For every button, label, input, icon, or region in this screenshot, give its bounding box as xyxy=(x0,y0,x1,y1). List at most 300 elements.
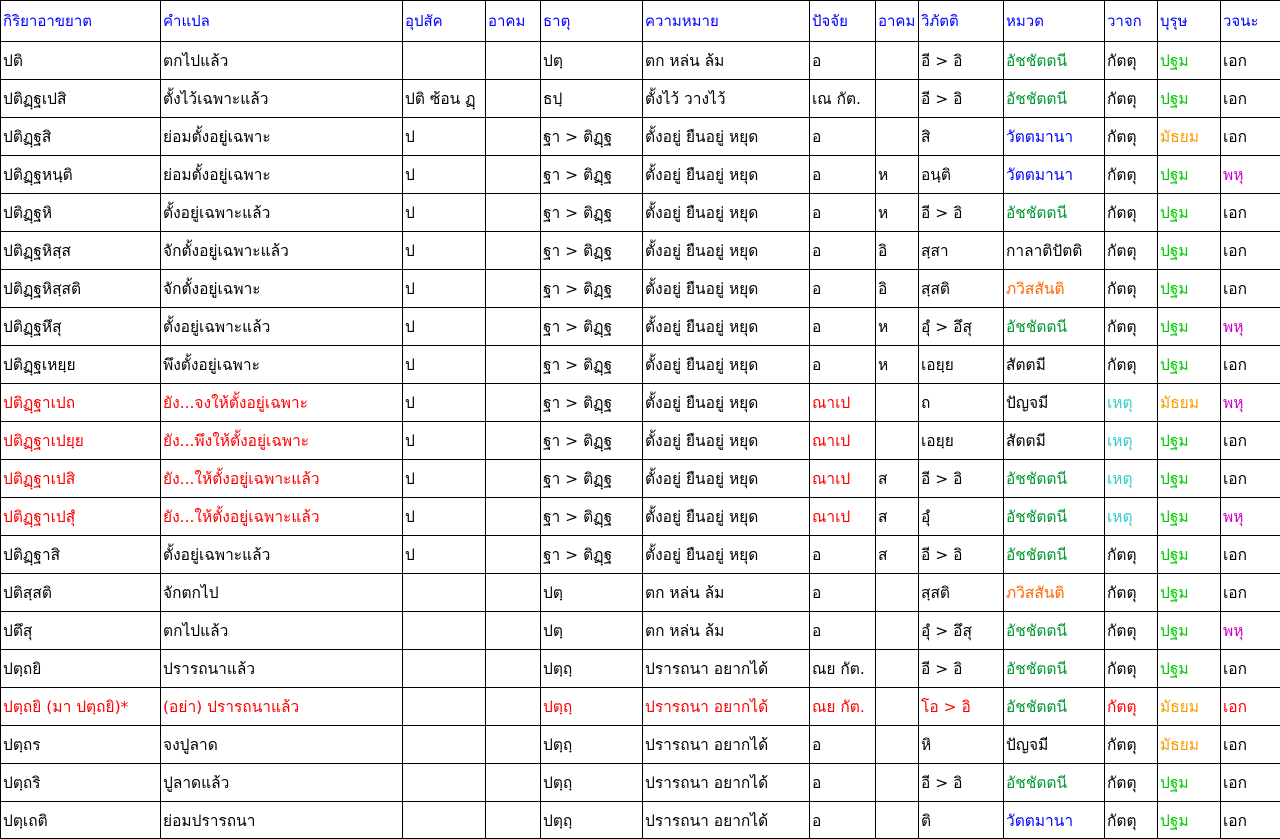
number-cell: เอก xyxy=(1221,232,1280,270)
translation-cell: จักตั้งอยู่เฉพาะ xyxy=(161,270,403,308)
prefix-cell: ปติ ซ้อน ฏฺ xyxy=(403,80,486,118)
suffix-cell: ณาเป xyxy=(810,384,876,422)
ending-cell: อุํ xyxy=(919,498,1004,536)
prefix-cell xyxy=(403,764,486,802)
augment2-cell: ห xyxy=(876,156,919,194)
root-cell: ฐา > ติฏฺฐ xyxy=(541,346,643,384)
group-cell: อัชชัตตนี xyxy=(1004,42,1105,80)
prefix-cell: ป xyxy=(403,460,486,498)
suffix-cell: ณย กัต. xyxy=(810,688,876,726)
group-cell: สัตตมี xyxy=(1004,346,1105,384)
augment2-cell: อิ xyxy=(876,270,919,308)
table-row xyxy=(1,764,1280,802)
group-cell: สัตตมี xyxy=(1004,422,1105,460)
ending-cell: สฺสติ xyxy=(919,270,1004,308)
verb-cell: ปตฺถยิ xyxy=(1,650,161,688)
header-row xyxy=(1,1,1280,42)
group-cell: ภวิสสันติ xyxy=(1004,574,1105,612)
group-cell: ภวิสสันติ xyxy=(1004,270,1105,308)
augment2-cell xyxy=(876,802,919,839)
table-row xyxy=(1,802,1280,839)
table-row xyxy=(1,308,1280,346)
column-header-meaning: ความหมาย xyxy=(643,1,810,42)
root-cell: ฐา > ติฏฺฐ xyxy=(541,194,643,232)
root-cell: ปตฺถฺ xyxy=(541,802,643,839)
augment-cell xyxy=(486,422,541,460)
person-cell: ปฐม xyxy=(1158,612,1221,650)
verb-cell: ปติฏฺฐาสิ xyxy=(1,536,161,574)
ending-cell: อี > อิ xyxy=(919,42,1004,80)
meaning-cell: ตั้งอยู่ ยืนอยู่ หยุด xyxy=(643,346,810,384)
prefix-cell: ป xyxy=(403,384,486,422)
suffix-cell: อ xyxy=(810,156,876,194)
verb-cell: ปติฏฺฐสิ xyxy=(1,118,161,156)
augment2-cell: ห xyxy=(876,194,919,232)
verb-cell: ปติฏฺฐหิสฺสติ xyxy=(1,270,161,308)
person-cell: ปฐม xyxy=(1158,764,1221,802)
number-cell: เอก xyxy=(1221,536,1280,574)
ending-cell: ติ xyxy=(919,802,1004,839)
translation-cell: พึงตั้งอยู่เฉพาะ xyxy=(161,346,403,384)
voice-cell: กัตตุ xyxy=(1105,118,1158,156)
translation-cell: ยัง...จงให้ตั้งอยู่เฉพาะ xyxy=(161,384,403,422)
voice-cell: กัตตุ xyxy=(1105,764,1158,802)
translation-cell: ยัง...พึงให้ตั้งอยู่เฉพาะ xyxy=(161,422,403,460)
table-row xyxy=(1,422,1280,460)
augment-cell xyxy=(486,726,541,764)
table-body xyxy=(1,42,1280,839)
augment-cell xyxy=(486,536,541,574)
verb-cell: ปติฏฺฐาเปยฺย xyxy=(1,422,161,460)
ending-cell: อี > อิ xyxy=(919,460,1004,498)
number-cell: เอก xyxy=(1221,688,1280,726)
table-row xyxy=(1,346,1280,384)
number-cell: เอก xyxy=(1221,346,1280,384)
verb-cell: ปติฏฺฐหึสุ xyxy=(1,308,161,346)
voice-cell: กัตตุ xyxy=(1105,536,1158,574)
ending-cell: อี > อิ xyxy=(919,536,1004,574)
number-cell: พหุ xyxy=(1221,498,1280,536)
augment-cell xyxy=(486,308,541,346)
suffix-cell: อ xyxy=(810,308,876,346)
table-row xyxy=(1,536,1280,574)
root-cell: ฐา > ติฏฺฐ xyxy=(541,118,643,156)
number-cell: เอก xyxy=(1221,650,1280,688)
ending-cell: อี > อิ xyxy=(919,650,1004,688)
number-cell: เอก xyxy=(1221,270,1280,308)
number-cell: เอก xyxy=(1221,80,1280,118)
meaning-cell: ตั้งอยู่ ยืนอยู่ หยุด xyxy=(643,118,810,156)
verb-cell: ปตึสุ xyxy=(1,612,161,650)
suffix-cell: อ xyxy=(810,232,876,270)
root-cell: ฐา > ติฏฺฐ xyxy=(541,536,643,574)
augment-cell xyxy=(486,80,541,118)
voice-cell: กัตตุ xyxy=(1105,726,1158,764)
person-cell: ปฐม xyxy=(1158,650,1221,688)
table-row xyxy=(1,612,1280,650)
meaning-cell: ตก หล่น ล้ม xyxy=(643,612,810,650)
translation-cell: ยัง...ให้ตั้งอยู่เฉพาะแล้ว xyxy=(161,498,403,536)
root-cell: ฐา > ติฏฺฐ xyxy=(541,270,643,308)
prefix-cell xyxy=(403,42,486,80)
table-row xyxy=(1,574,1280,612)
ending-cell: อุํ > อึสุ xyxy=(919,308,1004,346)
root-cell: ปตฺถฺ xyxy=(541,764,643,802)
table-row xyxy=(1,156,1280,194)
augment2-cell: ห xyxy=(876,346,919,384)
verb-cell: ปติฏฺฐาเปสิ xyxy=(1,460,161,498)
verb-cell: ปตฺเถติ xyxy=(1,802,161,839)
voice-cell: กัตตุ xyxy=(1105,650,1158,688)
meaning-cell: ตั้งอยู่ ยืนอยู่ หยุด xyxy=(643,536,810,574)
root-cell: ฐา > ติฏฺฐ xyxy=(541,156,643,194)
augment2-cell: ห xyxy=(876,308,919,346)
person-cell: ปฐม xyxy=(1158,80,1221,118)
augment2-cell xyxy=(876,422,919,460)
meaning-cell: ตั้งไว้ วางไว้ xyxy=(643,80,810,118)
number-cell: เอก xyxy=(1221,42,1280,80)
person-cell: มัธยม xyxy=(1158,688,1221,726)
group-cell: ปัญจมี xyxy=(1004,384,1105,422)
group-cell: อัชชัตตนี xyxy=(1004,650,1105,688)
prefix-cell xyxy=(403,726,486,764)
number-cell: เอก xyxy=(1221,422,1280,460)
person-cell: มัธยม xyxy=(1158,118,1221,156)
augment2-cell xyxy=(876,764,919,802)
meaning-cell: ตั้งอยู่ ยืนอยู่ หยุด xyxy=(643,422,810,460)
column-header-augment2: อาคม xyxy=(876,1,919,42)
prefix-cell: ป xyxy=(403,270,486,308)
meaning-cell: ตก หล่น ล้ม xyxy=(643,42,810,80)
suffix-cell: ณย กัต. xyxy=(810,650,876,688)
augment-cell xyxy=(486,612,541,650)
prefix-cell xyxy=(403,650,486,688)
suffix-cell: ณาเป xyxy=(810,422,876,460)
ending-cell: อี > อิ xyxy=(919,194,1004,232)
table-row xyxy=(1,80,1280,118)
person-cell: ปฐม xyxy=(1158,42,1221,80)
voice-cell: กัตตุ xyxy=(1105,346,1158,384)
verb-cell: ปติ xyxy=(1,42,161,80)
root-cell: ฐา > ติฏฺฐ xyxy=(541,422,643,460)
suffix-cell: อ xyxy=(810,42,876,80)
person-cell: ปฐม xyxy=(1158,460,1221,498)
verb-cell: ปติฏฺฐหิ xyxy=(1,194,161,232)
verb-cell: ปติฏฺฐเปสิ xyxy=(1,80,161,118)
root-cell: ปตฺ xyxy=(541,574,643,612)
ending-cell: อนฺติ xyxy=(919,156,1004,194)
ending-cell: สิ xyxy=(919,118,1004,156)
number-cell: เอก xyxy=(1221,726,1280,764)
augment-cell xyxy=(486,688,541,726)
verb-cell: ปติฏฺฐาเปถ xyxy=(1,384,161,422)
prefix-cell: ป xyxy=(403,308,486,346)
voice-cell: กัตตุ xyxy=(1105,80,1158,118)
verb-cell: ปติฏฺฐาเปสุํ xyxy=(1,498,161,536)
meaning-cell: ตั้งอยู่ ยืนอยู่ หยุด xyxy=(643,384,810,422)
root-cell: ฐา > ติฏฺฐ xyxy=(541,384,643,422)
number-cell: พหุ xyxy=(1221,308,1280,346)
group-cell: อัชชัตตนี xyxy=(1004,308,1105,346)
column-header-number: วจนะ xyxy=(1221,1,1280,42)
person-cell: ปฐม xyxy=(1158,194,1221,232)
prefix-cell xyxy=(403,574,486,612)
group-cell: อัชชัตตนี xyxy=(1004,194,1105,232)
translation-cell: ปรารถนาแล้ว xyxy=(161,650,403,688)
person-cell: ปฐม xyxy=(1158,574,1221,612)
translation-cell: ย่อมปรารถนา xyxy=(161,802,403,839)
verb-cell: ปติฏฺฐหนฺติ xyxy=(1,156,161,194)
root-cell: ธปฺ xyxy=(541,80,643,118)
root-cell: ฐา > ติฏฺฐ xyxy=(541,460,643,498)
voice-cell: กัตตุ xyxy=(1105,270,1158,308)
suffix-cell: เณ กัต. xyxy=(810,80,876,118)
group-cell: วัตตมานา xyxy=(1004,156,1105,194)
person-cell: ปฐม xyxy=(1158,346,1221,384)
suffix-cell: อ xyxy=(810,764,876,802)
table-row xyxy=(1,42,1280,80)
ending-cell: โอ > อิ xyxy=(919,688,1004,726)
person-cell: ปฐม xyxy=(1158,232,1221,270)
augment2-cell: ส xyxy=(876,536,919,574)
table-row xyxy=(1,688,1280,726)
augment2-cell: ส xyxy=(876,498,919,536)
number-cell: เอก xyxy=(1221,574,1280,612)
root-cell: ฐา > ติฏฺฐ xyxy=(541,232,643,270)
number-cell: เอก xyxy=(1221,194,1280,232)
meaning-cell: ปรารถนา อยากได้ xyxy=(643,764,810,802)
table-row xyxy=(1,460,1280,498)
prefix-cell: ป xyxy=(403,232,486,270)
suffix-cell: อ xyxy=(810,802,876,839)
translation-cell: (อย่า) ปรารถนาแล้ว xyxy=(161,688,403,726)
table-row xyxy=(1,498,1280,536)
suffix-cell: อ xyxy=(810,118,876,156)
person-cell: มัธยม xyxy=(1158,726,1221,764)
meaning-cell: ปรารถนา อยากได้ xyxy=(643,726,810,764)
root-cell: ปตฺ xyxy=(541,42,643,80)
group-cell: อัชชัตตนี xyxy=(1004,80,1105,118)
voice-cell: กัตตุ xyxy=(1105,232,1158,270)
number-cell: พหุ xyxy=(1221,612,1280,650)
table-row xyxy=(1,194,1280,232)
group-cell: วัตตมานา xyxy=(1004,802,1105,839)
augment-cell xyxy=(486,232,541,270)
translation-cell: จักตั้งอยู่เฉพาะแล้ว xyxy=(161,232,403,270)
ending-cell: หิ xyxy=(919,726,1004,764)
voice-cell: กัตตุ xyxy=(1105,802,1158,839)
translation-cell: ตั้งอยู่เฉพาะแล้ว xyxy=(161,536,403,574)
translation-cell: ย่อมตั้งอยู่เฉพาะ xyxy=(161,156,403,194)
group-cell: อัชชัตตนี xyxy=(1004,460,1105,498)
person-cell: ปฐม xyxy=(1158,422,1221,460)
ending-cell: ถ xyxy=(919,384,1004,422)
augment-cell xyxy=(486,650,541,688)
number-cell: เอก xyxy=(1221,118,1280,156)
column-header-voice: วาจก xyxy=(1105,1,1158,42)
augment2-cell xyxy=(876,80,919,118)
translation-cell: ปูลาดแล้ว xyxy=(161,764,403,802)
meaning-cell: ปรารถนา อยากได้ xyxy=(643,688,810,726)
person-cell: มัธยม xyxy=(1158,384,1221,422)
prefix-cell xyxy=(403,612,486,650)
table-header xyxy=(1,1,1280,42)
meaning-cell: ตั้งอยู่ ยืนอยู่ หยุด xyxy=(643,194,810,232)
augment-cell xyxy=(486,460,541,498)
root-cell: ปตฺถฺ xyxy=(541,688,643,726)
translation-cell: ตกไปแล้ว xyxy=(161,42,403,80)
translation-cell: ตั้งอยู่เฉพาะแล้ว xyxy=(161,308,403,346)
table-row xyxy=(1,270,1280,308)
number-cell: พหุ xyxy=(1221,384,1280,422)
table-row xyxy=(1,726,1280,764)
group-cell: อัชชัตตนี xyxy=(1004,498,1105,536)
meaning-cell: ปรารถนา อยากได้ xyxy=(643,802,810,839)
person-cell: ปฐม xyxy=(1158,270,1221,308)
voice-cell: กัตตุ xyxy=(1105,688,1158,726)
prefix-cell: ป xyxy=(403,346,486,384)
prefix-cell: ป xyxy=(403,118,486,156)
voice-cell: กัตตุ xyxy=(1105,308,1158,346)
voice-cell: เหตุ xyxy=(1105,384,1158,422)
ending-cell: สฺสติ xyxy=(919,574,1004,612)
suffix-cell: อ xyxy=(810,194,876,232)
suffix-cell: อ xyxy=(810,270,876,308)
augment-cell xyxy=(486,802,541,839)
augment2-cell xyxy=(876,574,919,612)
group-cell: อัชชัตตนี xyxy=(1004,764,1105,802)
verb-cell: ปตฺถริ xyxy=(1,764,161,802)
table-row xyxy=(1,118,1280,156)
column-header-ending: วิภัตติ xyxy=(919,1,1004,42)
root-cell: ปตฺ xyxy=(541,612,643,650)
root-cell: ฐา > ติฏฺฐ xyxy=(541,308,643,346)
verb-cell: ปติสฺสติ xyxy=(1,574,161,612)
voice-cell: กัตตุ xyxy=(1105,42,1158,80)
suffix-cell: อ xyxy=(810,726,876,764)
column-header-prefix: อุปสัค xyxy=(403,1,486,42)
augment-cell xyxy=(486,764,541,802)
group-cell: อัชชัตตนี xyxy=(1004,612,1105,650)
column-header-suffix: ปัจจัย xyxy=(810,1,876,42)
number-cell: เอก xyxy=(1221,764,1280,802)
voice-cell: เหตุ xyxy=(1105,422,1158,460)
translation-cell: ย่อมตั้งอยู่เฉพาะ xyxy=(161,118,403,156)
translation-cell: ตั้งไว้เฉพาะแล้ว xyxy=(161,80,403,118)
prefix-cell: ป xyxy=(403,536,486,574)
meaning-cell: ตั้งอยู่ ยืนอยู่ หยุด xyxy=(643,498,810,536)
prefix-cell: ป xyxy=(403,422,486,460)
root-cell: ปตฺถฺ xyxy=(541,650,643,688)
translation-cell: ตกไปแล้ว xyxy=(161,612,403,650)
translation-cell: จงปูลาด xyxy=(161,726,403,764)
augment2-cell xyxy=(876,612,919,650)
augment2-cell xyxy=(876,688,919,726)
prefix-cell xyxy=(403,688,486,726)
augment2-cell xyxy=(876,650,919,688)
person-cell: ปฐม xyxy=(1158,802,1221,839)
suffix-cell: ณาเป xyxy=(810,460,876,498)
meaning-cell: ตั้งอยู่ ยืนอยู่ หยุด xyxy=(643,308,810,346)
verb-cell: ปตฺถยิ (มา ปตฺถยิ)* xyxy=(1,688,161,726)
verb-cell: ปติฏฺฐหิสฺส xyxy=(1,232,161,270)
group-cell: อัชชัตตนี xyxy=(1004,688,1105,726)
number-cell: พหุ xyxy=(1221,156,1280,194)
translation-cell: ตั้งอยู่เฉพาะแล้ว xyxy=(161,194,403,232)
ending-cell: เอยฺย xyxy=(919,422,1004,460)
augment-cell xyxy=(486,156,541,194)
person-cell: ปฐม xyxy=(1158,308,1221,346)
prefix-cell xyxy=(403,802,486,839)
translation-cell: จักตกไป xyxy=(161,574,403,612)
verb-cell: ปติฏฺฐเหยฺย xyxy=(1,346,161,384)
suffix-cell: อ xyxy=(810,612,876,650)
translation-cell: ยัง...ให้ตั้งอยู่เฉพาะแล้ว xyxy=(161,460,403,498)
column-header-person: บุรุษ xyxy=(1158,1,1221,42)
augment-cell xyxy=(486,498,541,536)
voice-cell: กัตตุ xyxy=(1105,612,1158,650)
table-row xyxy=(1,384,1280,422)
person-cell: ปฐม xyxy=(1158,156,1221,194)
table-row xyxy=(1,232,1280,270)
column-header-translation: คำแปล xyxy=(161,1,403,42)
number-cell: เอก xyxy=(1221,460,1280,498)
suffix-cell: อ xyxy=(810,574,876,612)
meaning-cell: ตั้งอยู่ ยืนอยู่ หยุด xyxy=(643,460,810,498)
root-cell: ฐา > ติฏฺฐ xyxy=(541,498,643,536)
voice-cell: เหตุ xyxy=(1105,460,1158,498)
augment-cell xyxy=(486,118,541,156)
augment-cell xyxy=(486,574,541,612)
augment-cell xyxy=(486,346,541,384)
meaning-cell: ตก หล่น ล้ม xyxy=(643,574,810,612)
augment-cell xyxy=(486,384,541,422)
number-cell: เอก xyxy=(1221,802,1280,839)
meaning-cell: ตั้งอยู่ ยืนอยู่ หยุด xyxy=(643,270,810,308)
suffix-cell: ณาเป xyxy=(810,498,876,536)
augment-cell xyxy=(486,194,541,232)
ending-cell: อุํ > อึสุ xyxy=(919,612,1004,650)
column-header-augment: อาคม xyxy=(486,1,541,42)
augment2-cell: อิ xyxy=(876,232,919,270)
voice-cell: กัตตุ xyxy=(1105,156,1158,194)
person-cell: ปฐม xyxy=(1158,536,1221,574)
group-cell: วัตตมานา xyxy=(1004,118,1105,156)
augment2-cell xyxy=(876,384,919,422)
augment-cell xyxy=(486,42,541,80)
column-header-verb: กิริยาอาขยาต xyxy=(1,1,161,42)
suffix-cell: อ xyxy=(810,536,876,574)
augment2-cell: ส xyxy=(876,460,919,498)
ending-cell: อี > อิ xyxy=(919,764,1004,802)
column-header-root: ธาตุ xyxy=(541,1,643,42)
prefix-cell: ป xyxy=(403,156,486,194)
group-cell: ปัญจมี xyxy=(1004,726,1105,764)
meaning-cell: ตั้งอยู่ ยืนอยู่ หยุด xyxy=(643,232,810,270)
meaning-cell: ปรารถนา อยากได้ xyxy=(643,650,810,688)
table-row xyxy=(1,650,1280,688)
voice-cell: เหตุ xyxy=(1105,498,1158,536)
prefix-cell: ป xyxy=(403,498,486,536)
ending-cell: อี > อิ xyxy=(919,80,1004,118)
root-cell: ปตฺถฺ xyxy=(541,726,643,764)
augment-cell xyxy=(486,270,541,308)
augment2-cell xyxy=(876,726,919,764)
augment2-cell xyxy=(876,42,919,80)
verb-cell: ปตฺถร xyxy=(1,726,161,764)
augment2-cell xyxy=(876,118,919,156)
meaning-cell: ตั้งอยู่ ยืนอยู่ หยุด xyxy=(643,156,810,194)
